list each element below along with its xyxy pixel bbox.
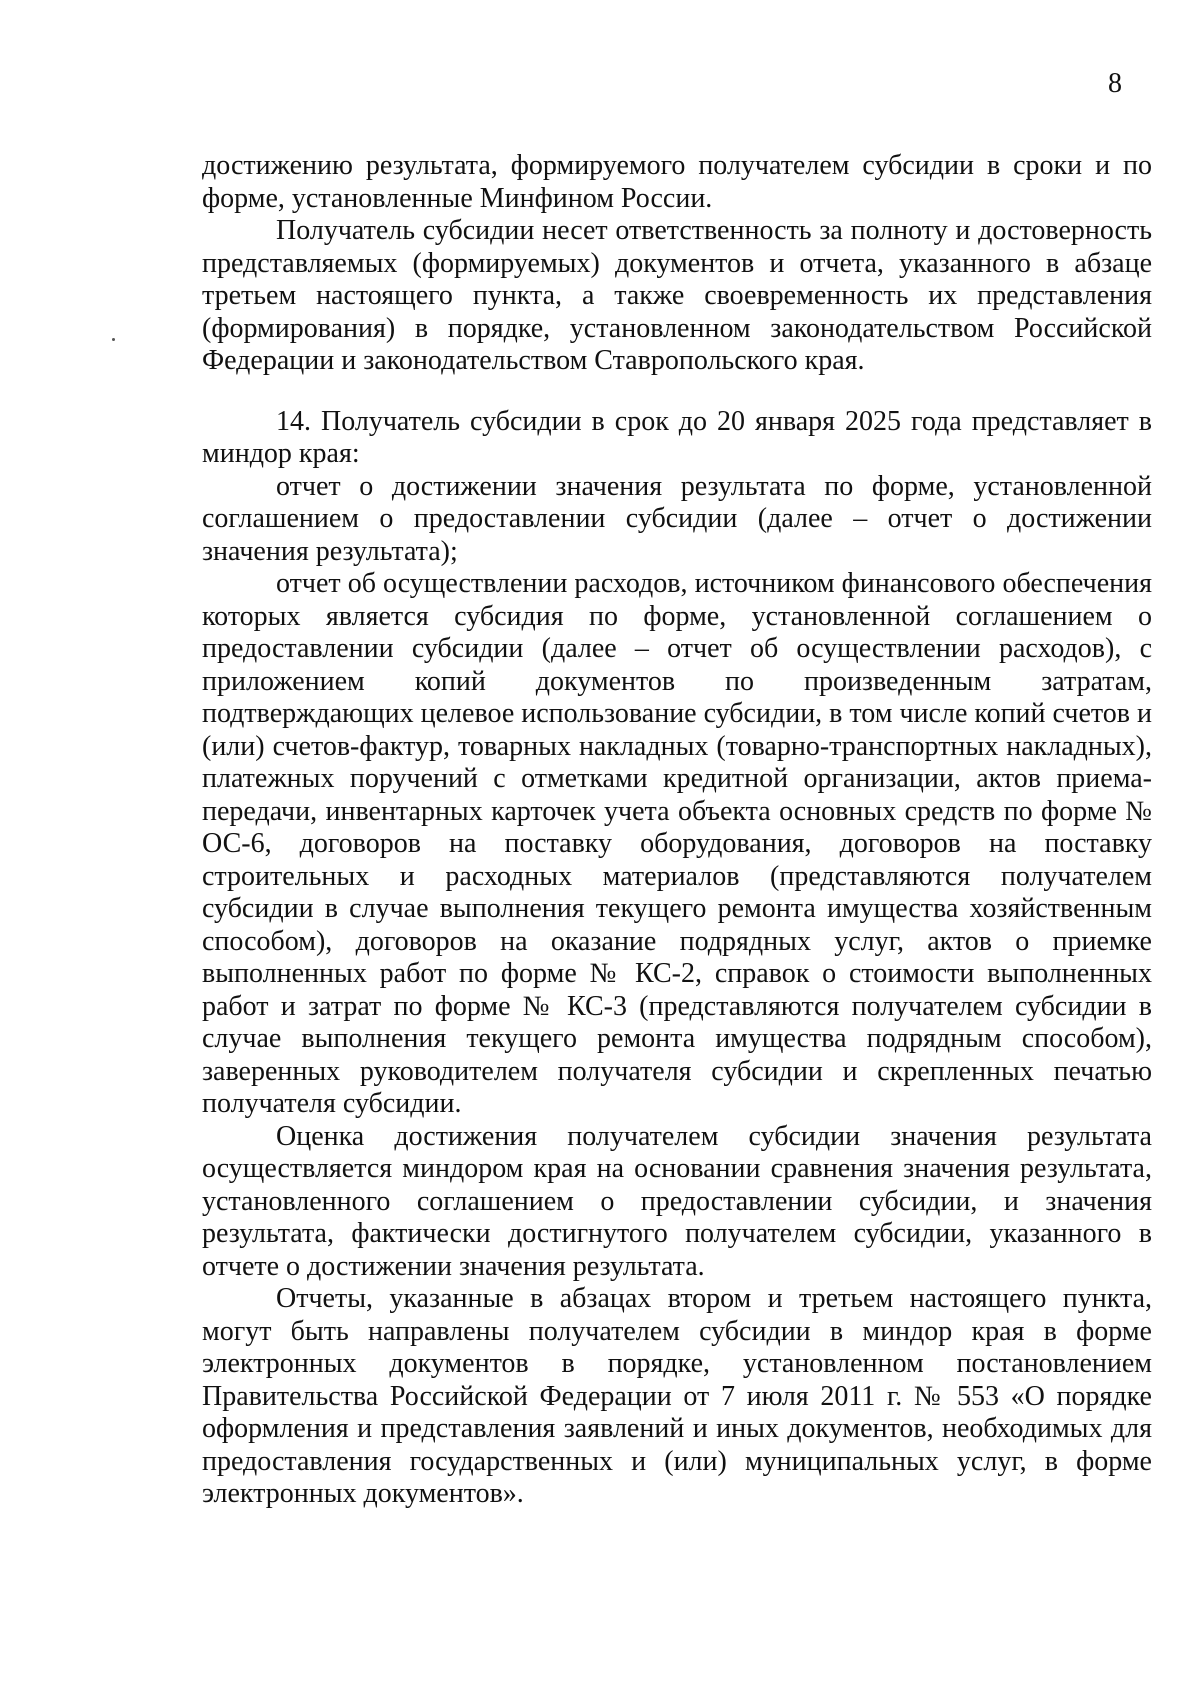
paragraph-expense-report: отчет об осуществлении расходов, источником финансового обеспечения которых является субсидия по форме, установленной соглашением о предоставлении субсидии (далее – отчет об осуществлении расходов), с приложением копий документов по произведенным затратам, подтверждающих целевое использование субсидии, в том числе копий счетов и (или) счетов-фактур, товарных накладных (товарно-транспортных накладных), платежных поручений с отметками кредитной организации, актов приема-передачи, инвентарных карточек учета объекта основных средств по форме № ОС-6, договоров на поставку оборудования, договоров на поставку строительных и расходных материалов (представляются получателем субсидии в случае выполнения текущего ремонта имущества хозяйственным способом), договоров на оказание подрядных услуг, актов о приемке выполненных работ по форме № КС-2, справок о стоимости выполненных работ и затрат по форме № КС-3 (представляются получателем субсидии в случае выполнения текущего ремонта имущества подрядным способом), заверенных руководителем получателя субсидии и скрепленных печатью получателя субсидии.: [202, 568, 1152, 1119]
paragraph-continuation: достижению результата, формируемого получателем субсидии в сроки и по форме, установленные Минфином России.: [202, 150, 1152, 214]
scan-speck: [112, 338, 115, 341]
paragraph-item-14: 14. Получатель субсидии в срок до 20 января 2025 года представляет в миндор края:: [202, 405, 1152, 469]
paragraph-evaluation: Оценка достижения получателем субсидии значения результата осуществляется миндором края на основании сравнения значения результата, установленного соглашением о предоставлении субсидии, и значения результата, фактически достигнутого получателем субсидии, указанного в отчете о достижении значения результата.: [202, 1120, 1152, 1282]
paragraph-electronic-submission: Отчеты, указанные в абзацах втором и третьем настоящего пункта, могут быть направлены получателем субсидии в миндор края в форме электронных документов в порядке, установленном постановлением Правительства Российской Федерации от 7 июля 2011 г. № 553 «О порядке оформления и представления заявлений и иных документов, необходимых для предоставления государственных и (или) муниципальных услуг, в форме электронных документов».: [202, 1283, 1152, 1509]
document-body: [202, 150, 1152, 1511]
paragraph-responsibility: Получатель субсидии несет ответственность за полноту и достоверность представляемых (формируемых) документов и отчета, указанного в абзаце третьем настоящего пункта, а также своевременность их представления (формирования) в порядке, установленном законодательством Российской Федерации и законодательством Ставропольского края.: [202, 215, 1152, 376]
page-number: 8: [1108, 68, 1122, 99]
paragraph-result-report: отчет о достижении значения результата по форме, установленной соглашением о предоставлении субсидии (далее – отчет о достижении значения результата);: [202, 470, 1152, 567]
